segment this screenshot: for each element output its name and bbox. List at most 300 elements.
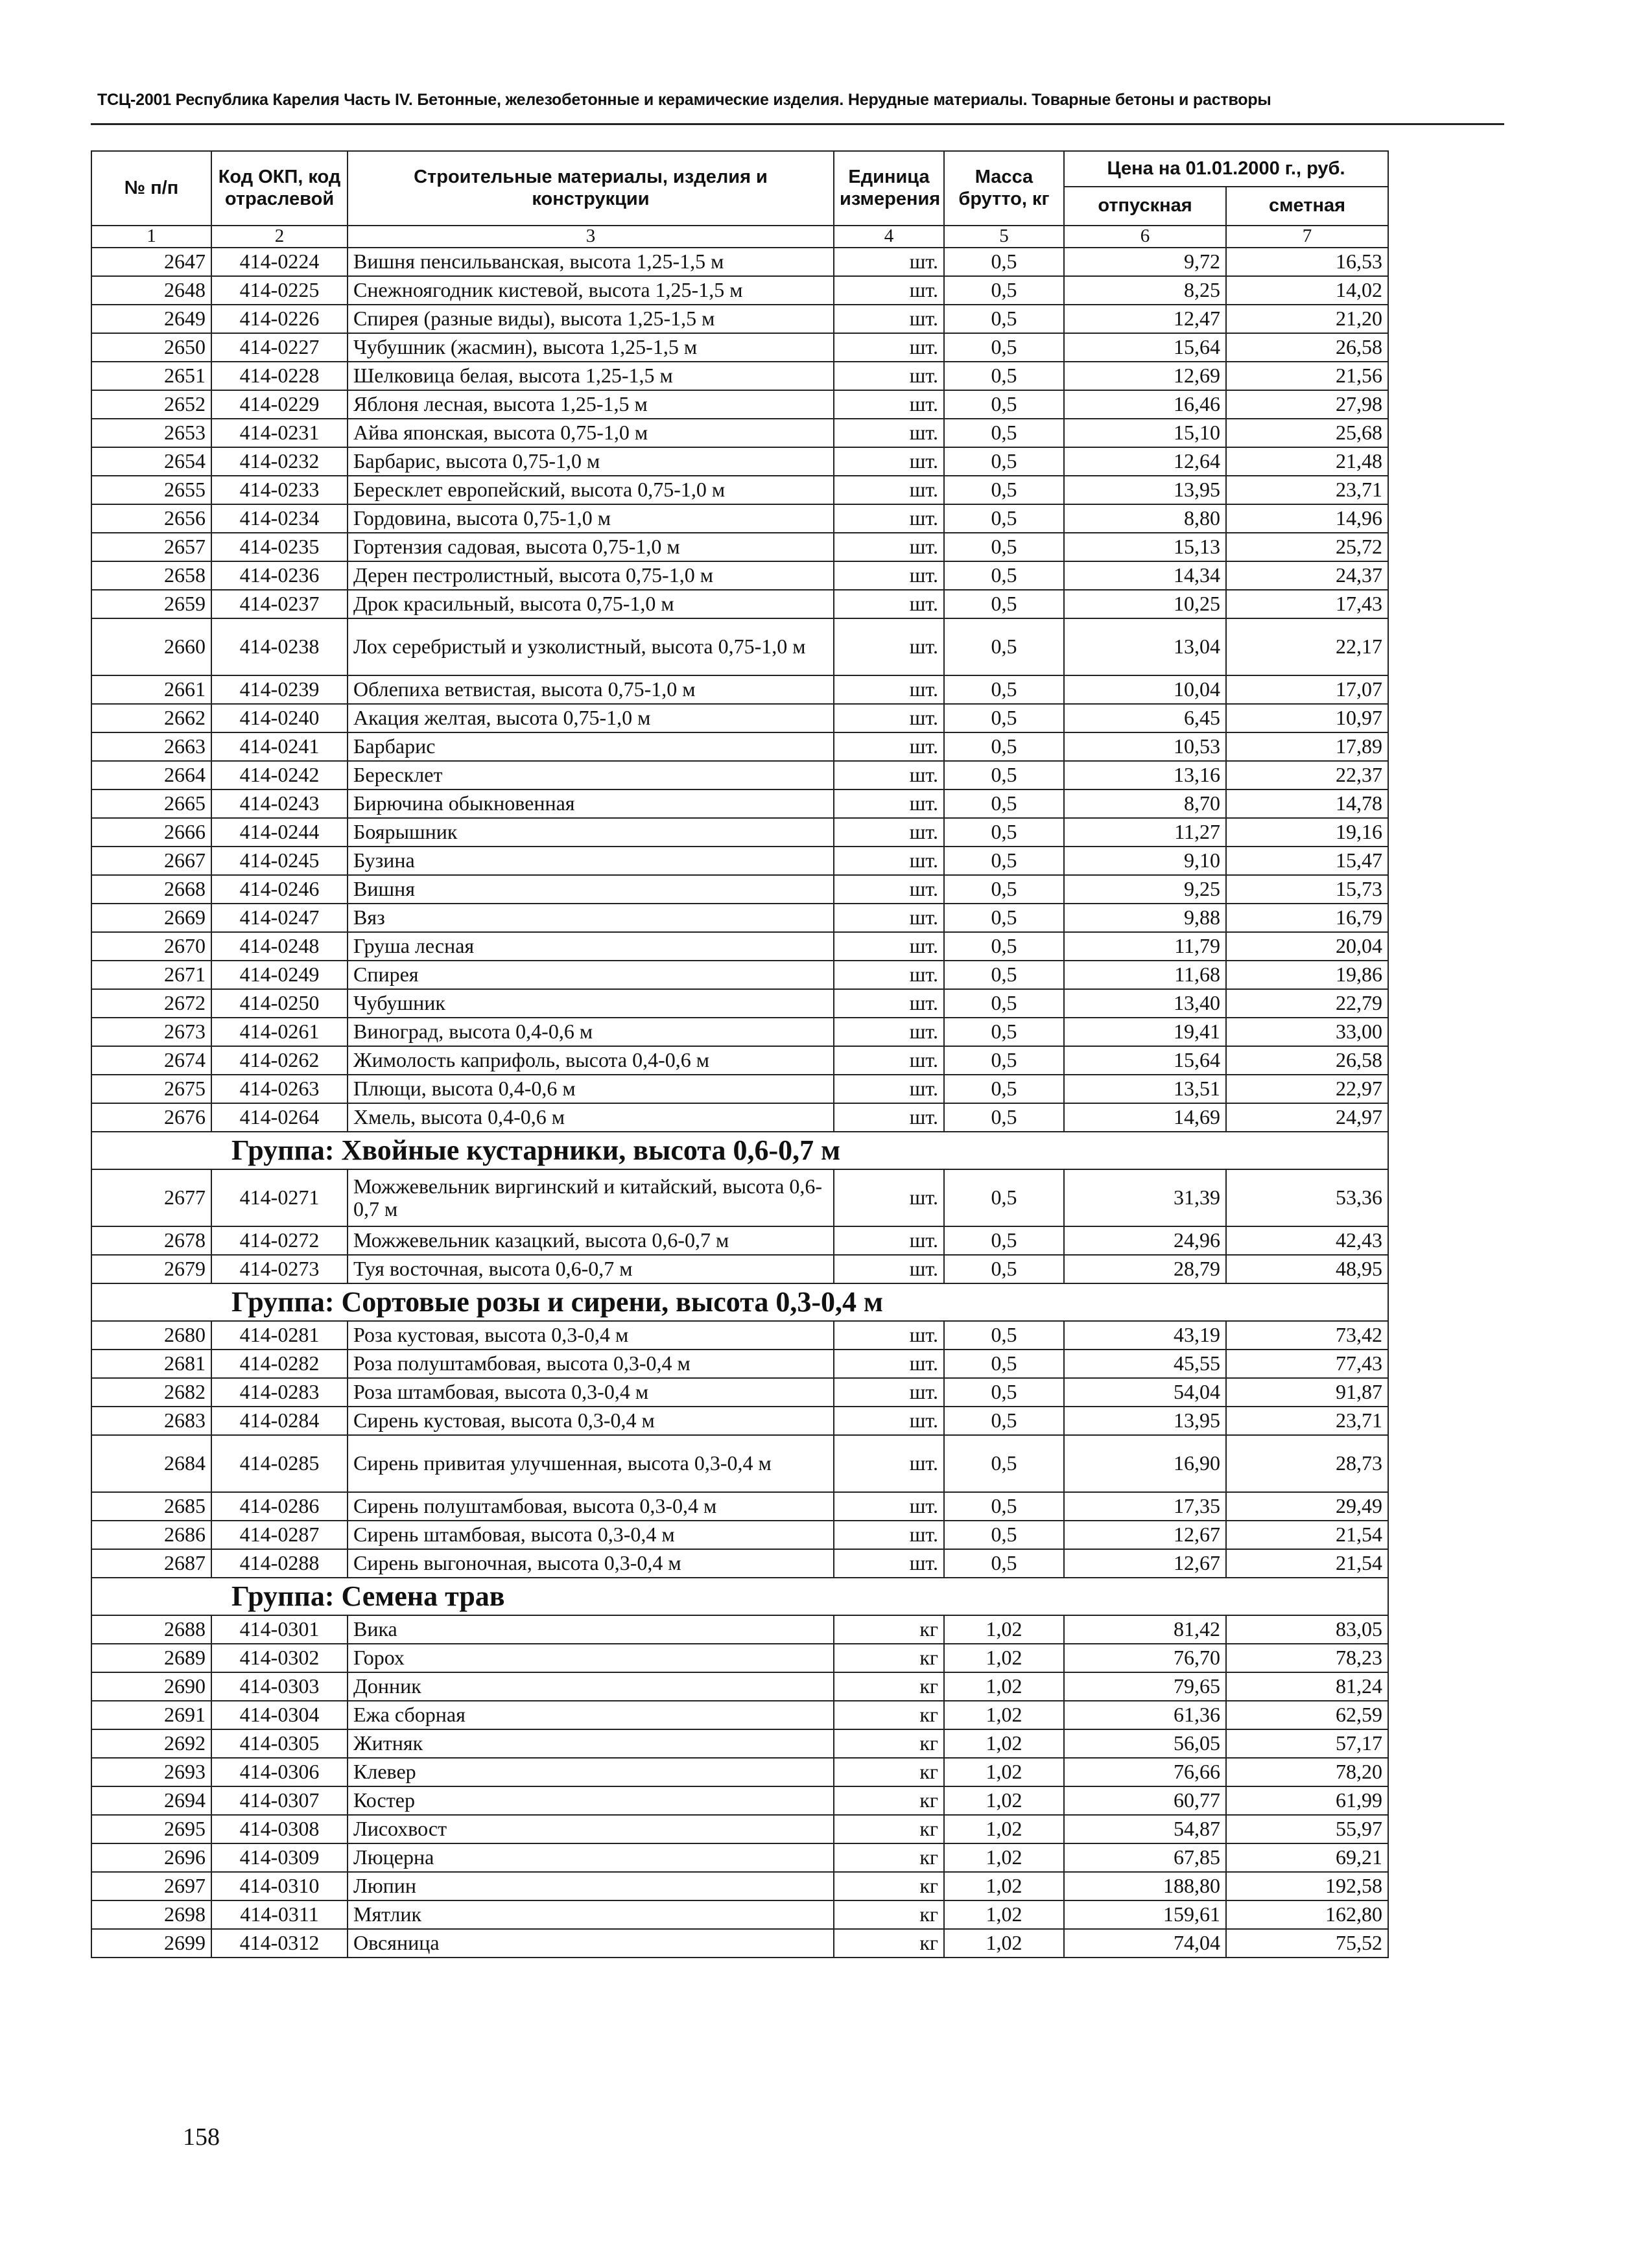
release-price-cell: 56,05 [1064, 1729, 1226, 1758]
material-name-cell: Шелковица белая, высота 1,25-1,5 м [348, 362, 834, 390]
okp-code-cell: 414-0281 [211, 1321, 348, 1350]
okp-code-cell: 414-0271 [211, 1169, 348, 1226]
col-header-num: № п/п [91, 151, 211, 226]
group-heading: Группа: Сортовые розы и сирени, высота 0,3-0,4 м [91, 1283, 1388, 1321]
release-price-cell: 8,70 [1064, 789, 1226, 818]
material-name-cell: Бузина [348, 847, 834, 875]
group-heading-row [91, 1283, 1388, 1321]
material-name-cell: Люцерна [348, 1843, 834, 1872]
release-price-cell: 8,25 [1064, 276, 1226, 305]
estimate-price-cell: 61,99 [1226, 1786, 1388, 1815]
release-price-cell: 15,64 [1064, 333, 1226, 362]
gross-mass-cell: 0,5 [944, 989, 1064, 1018]
table-row [91, 1492, 1388, 1521]
release-price-cell: 12,64 [1064, 447, 1226, 476]
release-price-cell: 10,53 [1064, 732, 1226, 761]
gross-mass-cell: 0,5 [944, 1046, 1064, 1075]
index-cell: 4 [834, 226, 944, 248]
unit-cell: шт. [834, 248, 944, 276]
estimate-price-cell: 21,56 [1226, 362, 1388, 390]
row-number-cell: 2697 [91, 1872, 211, 1900]
material-name-cell: Клевер [348, 1758, 834, 1786]
table-body [91, 248, 1388, 1958]
release-price-cell: 11,79 [1064, 932, 1226, 961]
material-name-cell: Жимолость каприфоль, высота 0,4-0,6 м [348, 1046, 834, 1075]
gross-mass-cell: 1,02 [944, 1872, 1064, 1900]
estimate-price-cell: 22,79 [1226, 989, 1388, 1018]
gross-mass-cell: 0,5 [944, 1378, 1064, 1407]
index-cell: 5 [944, 226, 1064, 248]
release-price-cell: 188,80 [1064, 1872, 1226, 1900]
release-price-cell: 31,39 [1064, 1169, 1226, 1226]
estimate-price-cell: 78,23 [1226, 1644, 1388, 1672]
estimate-price-cell: 57,17 [1226, 1729, 1388, 1758]
col-header-price-estimate: сметная [1226, 187, 1388, 226]
release-price-cell: 12,67 [1064, 1549, 1226, 1578]
estimate-price-cell: 26,58 [1226, 1046, 1388, 1075]
okp-code-cell: 414-0231 [211, 419, 348, 447]
release-price-cell: 28,79 [1064, 1255, 1226, 1283]
row-number-cell: 2650 [91, 333, 211, 362]
col-header-price-group: Цена на 01.01.2000 г., руб. [1064, 151, 1388, 187]
unit-cell: шт. [834, 1103, 944, 1132]
material-name-cell: Бересклет европейский, высота 0,75-1,0 м [348, 476, 834, 504]
table-row [91, 675, 1388, 704]
okp-code-cell: 414-0301 [211, 1615, 348, 1644]
release-price-cell: 76,66 [1064, 1758, 1226, 1786]
material-name-cell: Боярышник [348, 818, 834, 847]
table-row [91, 1758, 1388, 1786]
gross-mass-cell: 0,5 [944, 1321, 1064, 1350]
release-price-cell: 13,04 [1064, 618, 1226, 675]
row-number-cell: 2672 [91, 989, 211, 1018]
row-number-cell: 2683 [91, 1407, 211, 1435]
okp-code-cell: 414-0229 [211, 390, 348, 419]
gross-mass-cell: 0,5 [944, 732, 1064, 761]
material-name-cell: Туя восточная, высота 0,6-0,7 м [348, 1255, 834, 1283]
release-price-cell: 67,85 [1064, 1843, 1226, 1872]
unit-cell: шт. [834, 1255, 944, 1283]
row-number-cell: 2684 [91, 1435, 211, 1492]
table-row [91, 1843, 1388, 1872]
table-row [91, 276, 1388, 305]
gross-mass-cell: 0,5 [944, 1407, 1064, 1435]
unit-cell: кг [834, 1786, 944, 1815]
gross-mass-cell: 1,02 [944, 1929, 1064, 1958]
row-number-cell: 2695 [91, 1815, 211, 1843]
table-row [91, 847, 1388, 875]
unit-cell: шт. [834, 961, 944, 989]
row-number-cell: 2659 [91, 590, 211, 618]
row-number-cell: 2681 [91, 1350, 211, 1378]
okp-code-cell: 414-0264 [211, 1103, 348, 1132]
release-price-cell: 43,19 [1064, 1321, 1226, 1350]
row-number-cell: 2692 [91, 1729, 211, 1758]
gross-mass-cell: 1,02 [944, 1615, 1064, 1644]
gross-mass-cell: 1,02 [944, 1729, 1064, 1758]
table-row [91, 1226, 1388, 1255]
material-name-cell: Акация желтая, высота 0,75-1,0 м [348, 704, 834, 732]
estimate-price-cell: 42,43 [1226, 1226, 1388, 1255]
table-row [91, 1521, 1388, 1549]
row-number-cell: 2667 [91, 847, 211, 875]
index-cell: 6 [1064, 226, 1226, 248]
unit-cell: шт. [834, 675, 944, 704]
material-name-cell: Айва японская, высота 0,75-1,0 м [348, 419, 834, 447]
okp-code-cell: 414-0228 [211, 362, 348, 390]
gross-mass-cell: 1,02 [944, 1815, 1064, 1843]
row-number-cell: 2678 [91, 1226, 211, 1255]
material-name-cell: Можжевельник виргинский и китайский, высота 0,6-0,7 м [348, 1169, 834, 1226]
okp-code-cell: 414-0250 [211, 989, 348, 1018]
table-row [91, 1046, 1388, 1075]
row-number-cell: 2654 [91, 447, 211, 476]
gross-mass-cell: 0,5 [944, 675, 1064, 704]
estimate-price-cell: 62,59 [1226, 1701, 1388, 1729]
col-header-mass: Масса брутто, кг [944, 151, 1064, 226]
table-row [91, 248, 1388, 276]
material-name-cell: Виноград, высота 0,4-0,6 м [348, 1018, 834, 1046]
estimate-price-cell: 77,43 [1226, 1350, 1388, 1378]
table-row [91, 1729, 1388, 1758]
row-number-cell: 2682 [91, 1378, 211, 1407]
material-name-cell: Роза кустовая, высота 0,3-0,4 м [348, 1321, 834, 1350]
row-number-cell: 2685 [91, 1492, 211, 1521]
release-price-cell: 12,69 [1064, 362, 1226, 390]
estimate-price-cell: 14,78 [1226, 789, 1388, 818]
material-name-cell: Овсяница [348, 1929, 834, 1958]
release-price-cell: 13,95 [1064, 1407, 1226, 1435]
estimate-price-cell: 17,43 [1226, 590, 1388, 618]
estimate-price-cell: 69,21 [1226, 1843, 1388, 1872]
material-name-cell: Дрок красильный, высота 0,75-1,0 м [348, 590, 834, 618]
unit-cell: кг [834, 1729, 944, 1758]
gross-mass-cell: 1,02 [944, 1672, 1064, 1701]
unit-cell: шт. [834, 618, 944, 675]
okp-code-cell: 414-0234 [211, 504, 348, 533]
gross-mass-cell: 1,02 [944, 1786, 1064, 1815]
table-row [91, 1378, 1388, 1407]
table-row [91, 476, 1388, 504]
release-price-cell: 13,95 [1064, 476, 1226, 504]
row-number-cell: 2699 [91, 1929, 211, 1958]
okp-code-cell: 414-0303 [211, 1672, 348, 1701]
row-number-cell: 2686 [91, 1521, 211, 1549]
okp-code-cell: 414-0247 [211, 904, 348, 932]
release-price-cell: 79,65 [1064, 1672, 1226, 1701]
estimate-price-cell: 27,98 [1226, 390, 1388, 419]
estimate-price-cell: 192,58 [1226, 1872, 1388, 1900]
material-name-cell: Плющи, высота 0,4-0,6 м [348, 1075, 834, 1103]
table-row [91, 419, 1388, 447]
release-price-cell: 16,46 [1064, 390, 1226, 419]
row-number-cell: 2663 [91, 732, 211, 761]
release-price-cell: 10,25 [1064, 590, 1226, 618]
table-row [91, 789, 1388, 818]
group-heading-row [91, 1578, 1388, 1615]
estimate-price-cell: 25,72 [1226, 533, 1388, 561]
gross-mass-cell: 0,5 [944, 1226, 1064, 1255]
material-name-cell: Снежноягодник кистевой, высота 1,25-1,5 м [348, 276, 834, 305]
row-number-cell: 2688 [91, 1615, 211, 1644]
okp-code-cell: 414-0304 [211, 1701, 348, 1729]
okp-code-cell: 414-0240 [211, 704, 348, 732]
estimate-price-cell: 75,52 [1226, 1929, 1388, 1958]
material-name-cell: Роза штамбовая, высота 0,3-0,4 м [348, 1378, 834, 1407]
gross-mass-cell: 1,02 [944, 1758, 1064, 1786]
release-price-cell: 15,64 [1064, 1046, 1226, 1075]
row-number-cell: 2675 [91, 1075, 211, 1103]
estimate-price-cell: 15,47 [1226, 847, 1388, 875]
table-row [91, 1701, 1388, 1729]
gross-mass-cell: 0,5 [944, 248, 1064, 276]
estimate-price-cell: 10,97 [1226, 704, 1388, 732]
release-price-cell: 12,47 [1064, 305, 1226, 333]
table-row [91, 961, 1388, 989]
table-row [91, 333, 1388, 362]
okp-code-cell: 414-0306 [211, 1758, 348, 1786]
unit-cell: шт. [834, 761, 944, 789]
unit-cell: шт. [834, 447, 944, 476]
estimate-price-cell: 53,36 [1226, 1169, 1388, 1226]
estimate-price-cell: 24,97 [1226, 1103, 1388, 1132]
unit-cell: шт. [834, 989, 944, 1018]
okp-code-cell: 414-0225 [211, 276, 348, 305]
row-number-cell: 2676 [91, 1103, 211, 1132]
row-number-cell: 2674 [91, 1046, 211, 1075]
unit-cell: кг [834, 1872, 944, 1900]
estimate-price-cell: 28,73 [1226, 1435, 1388, 1492]
row-number-cell: 2698 [91, 1900, 211, 1929]
unit-cell: шт. [834, 704, 944, 732]
gross-mass-cell: 0,5 [944, 847, 1064, 875]
gross-mass-cell: 0,5 [944, 1435, 1064, 1492]
release-price-cell: 13,40 [1064, 989, 1226, 1018]
table-row [91, 1103, 1388, 1132]
okp-code-cell: 414-0248 [211, 932, 348, 961]
page-number: 158 [183, 2123, 220, 2151]
gross-mass-cell: 0,5 [944, 932, 1064, 961]
group-heading-row [91, 1132, 1388, 1169]
release-price-cell: 14,34 [1064, 561, 1226, 590]
okp-code-cell: 414-0224 [211, 248, 348, 276]
material-name-cell: Сирень выгоночная, высота 0,3-0,4 м [348, 1549, 834, 1578]
okp-code-cell: 414-0310 [211, 1872, 348, 1900]
index-cell: 7 [1226, 226, 1388, 248]
okp-code-cell: 414-0261 [211, 1018, 348, 1046]
table-row [91, 504, 1388, 533]
unit-cell: шт. [834, 789, 944, 818]
table-row [91, 390, 1388, 419]
material-name-cell: Костер [348, 1786, 834, 1815]
table-row [91, 1929, 1388, 1958]
estimate-price-cell: 19,86 [1226, 961, 1388, 989]
okp-code-cell: 414-0249 [211, 961, 348, 989]
okp-code-cell: 414-0285 [211, 1435, 348, 1492]
unit-cell: шт. [834, 732, 944, 761]
unit-cell: шт. [834, 1521, 944, 1549]
row-number-cell: 2668 [91, 875, 211, 904]
row-number-cell: 2651 [91, 362, 211, 390]
material-name-cell: Донник [348, 1672, 834, 1701]
material-name-cell: Чубушник (жасмин), высота 1,25-1,5 м [348, 333, 834, 362]
okp-code-cell: 414-0309 [211, 1843, 348, 1872]
unit-cell: кг [834, 1644, 944, 1672]
okp-code-cell: 414-0246 [211, 875, 348, 904]
table-row [91, 704, 1388, 732]
col-header-name: Строительные материалы, изделия и конструкции [348, 151, 834, 226]
row-number-cell: 2677 [91, 1169, 211, 1226]
index-cell: 1 [91, 226, 211, 248]
okp-code-cell: 414-0282 [211, 1350, 348, 1378]
unit-cell: шт. [834, 1075, 944, 1103]
document-header: ТСЦ-2001 Республика Карелия Часть IV. Бетонные, железобетонные и керамические изделия. Нерудные материалы. Товарные бетоны и растворы [97, 91, 1271, 109]
material-name-cell: Роза полуштамбовая, высота 0,3-0,4 м [348, 1350, 834, 1378]
row-number-cell: 2687 [91, 1549, 211, 1578]
estimate-price-cell: 16,79 [1226, 904, 1388, 932]
estimate-price-cell: 21,54 [1226, 1521, 1388, 1549]
okp-code-cell: 414-0227 [211, 333, 348, 362]
table-row [91, 561, 1388, 590]
estimate-price-cell: 33,00 [1226, 1018, 1388, 1046]
col-header-unit: Единица измерения [834, 151, 944, 226]
release-price-cell: 24,96 [1064, 1226, 1226, 1255]
estimate-price-cell: 22,97 [1226, 1075, 1388, 1103]
unit-cell: шт. [834, 875, 944, 904]
release-price-cell: 15,10 [1064, 419, 1226, 447]
release-price-cell: 13,16 [1064, 761, 1226, 789]
release-price-cell: 12,67 [1064, 1521, 1226, 1549]
material-name-cell: Груша лесная [348, 932, 834, 961]
unit-cell: шт. [834, 1321, 944, 1350]
estimate-price-cell: 22,37 [1226, 761, 1388, 789]
unit-cell: шт. [834, 1407, 944, 1435]
row-number-cell: 2673 [91, 1018, 211, 1046]
material-name-cell: Сирень привитая улучшенная, высота 0,3-0,4 м [348, 1435, 834, 1492]
unit-cell: кг [834, 1900, 944, 1929]
estimate-price-cell: 78,20 [1226, 1758, 1388, 1786]
gross-mass-cell: 0,5 [944, 1492, 1064, 1521]
table-row [91, 818, 1388, 847]
unit-cell: шт. [834, 533, 944, 561]
row-number-cell: 2669 [91, 904, 211, 932]
okp-code-cell: 414-0241 [211, 732, 348, 761]
material-name-cell: Спирея [348, 961, 834, 989]
gross-mass-cell: 0,5 [944, 789, 1064, 818]
row-number-cell: 2666 [91, 818, 211, 847]
okp-code-cell: 414-0284 [211, 1407, 348, 1435]
gross-mass-cell: 0,5 [944, 1018, 1064, 1046]
release-price-cell: 6,45 [1064, 704, 1226, 732]
unit-cell: шт. [834, 476, 944, 504]
estimate-price-cell: 23,71 [1226, 476, 1388, 504]
table-row [91, 732, 1388, 761]
group-heading: Группа: Семена трав [91, 1578, 1388, 1615]
table-row [91, 1321, 1388, 1350]
okp-code-cell: 414-0287 [211, 1521, 348, 1549]
row-number-cell: 2655 [91, 476, 211, 504]
gross-mass-cell: 0,5 [944, 305, 1064, 333]
row-number-cell: 2653 [91, 419, 211, 447]
unit-cell: шт. [834, 590, 944, 618]
gross-mass-cell: 0,5 [944, 818, 1064, 847]
material-name-cell: Лох серебристый и узколистный, высота 0,75-1,0 м [348, 618, 834, 675]
gross-mass-cell: 0,5 [944, 590, 1064, 618]
gross-mass-cell: 1,02 [944, 1900, 1064, 1929]
okp-code-cell: 414-0237 [211, 590, 348, 618]
release-price-cell: 9,10 [1064, 847, 1226, 875]
material-name-cell: Бирючина обыкновенная [348, 789, 834, 818]
estimate-price-cell: 29,49 [1226, 1492, 1388, 1521]
table-row [91, 989, 1388, 1018]
row-number-cell: 2656 [91, 504, 211, 533]
row-number-cell: 2657 [91, 533, 211, 561]
unit-cell: шт. [834, 818, 944, 847]
release-price-cell: 9,88 [1064, 904, 1226, 932]
group-heading: Группа: Хвойные кустарники, высота 0,6-0,7 м [91, 1132, 1388, 1169]
gross-mass-cell: 0,5 [944, 419, 1064, 447]
unit-cell: шт. [834, 1378, 944, 1407]
release-price-cell: 10,04 [1064, 675, 1226, 704]
column-index-row [91, 226, 1388, 248]
material-name-cell: Облепиха ветвистая, высота 0,75-1,0 м [348, 675, 834, 704]
table-row [91, 1350, 1388, 1378]
estimate-price-cell: 23,71 [1226, 1407, 1388, 1435]
table-row [91, 932, 1388, 961]
gross-mass-cell: 1,02 [944, 1701, 1064, 1729]
release-price-cell: 15,13 [1064, 533, 1226, 561]
table-row [91, 1169, 1388, 1226]
col-header-price-release: отпускная [1064, 187, 1226, 226]
table-row [91, 1075, 1388, 1103]
unit-cell: кг [834, 1758, 944, 1786]
okp-code-cell: 414-0236 [211, 561, 348, 590]
table-row [91, 904, 1388, 932]
estimate-price-cell: 21,48 [1226, 447, 1388, 476]
material-name-cell: Житняк [348, 1729, 834, 1758]
unit-cell: шт. [834, 390, 944, 419]
unit-cell: шт. [834, 362, 944, 390]
okp-code-cell: 414-0262 [211, 1046, 348, 1075]
index-cell: 3 [348, 226, 834, 248]
table-row [91, 761, 1388, 789]
table-row [91, 1407, 1388, 1435]
okp-code-cell: 414-0308 [211, 1815, 348, 1843]
gross-mass-cell: 0,5 [944, 1350, 1064, 1378]
estimate-price-cell: 15,73 [1226, 875, 1388, 904]
release-price-cell: 60,77 [1064, 1786, 1226, 1815]
release-price-cell: 9,25 [1064, 875, 1226, 904]
gross-mass-cell: 0,5 [944, 1103, 1064, 1132]
table-row [91, 1435, 1388, 1492]
table-row [91, 1255, 1388, 1283]
gross-mass-cell: 0,5 [944, 533, 1064, 561]
release-price-cell: 11,68 [1064, 961, 1226, 989]
okp-code-cell: 414-0239 [211, 675, 348, 704]
material-name-cell: Барбарис, высота 0,75-1,0 м [348, 447, 834, 476]
table-row [91, 1672, 1388, 1701]
estimate-price-cell: 21,54 [1226, 1549, 1388, 1578]
release-price-cell: 11,27 [1064, 818, 1226, 847]
gross-mass-cell: 0,5 [944, 1549, 1064, 1578]
gross-mass-cell: 1,02 [944, 1843, 1064, 1872]
unit-cell: шт. [834, 419, 944, 447]
estimate-price-cell: 73,42 [1226, 1321, 1388, 1350]
unit-cell: шт. [834, 1226, 944, 1255]
row-number-cell: 2679 [91, 1255, 211, 1283]
row-number-cell: 2680 [91, 1321, 211, 1350]
table-row [91, 447, 1388, 476]
